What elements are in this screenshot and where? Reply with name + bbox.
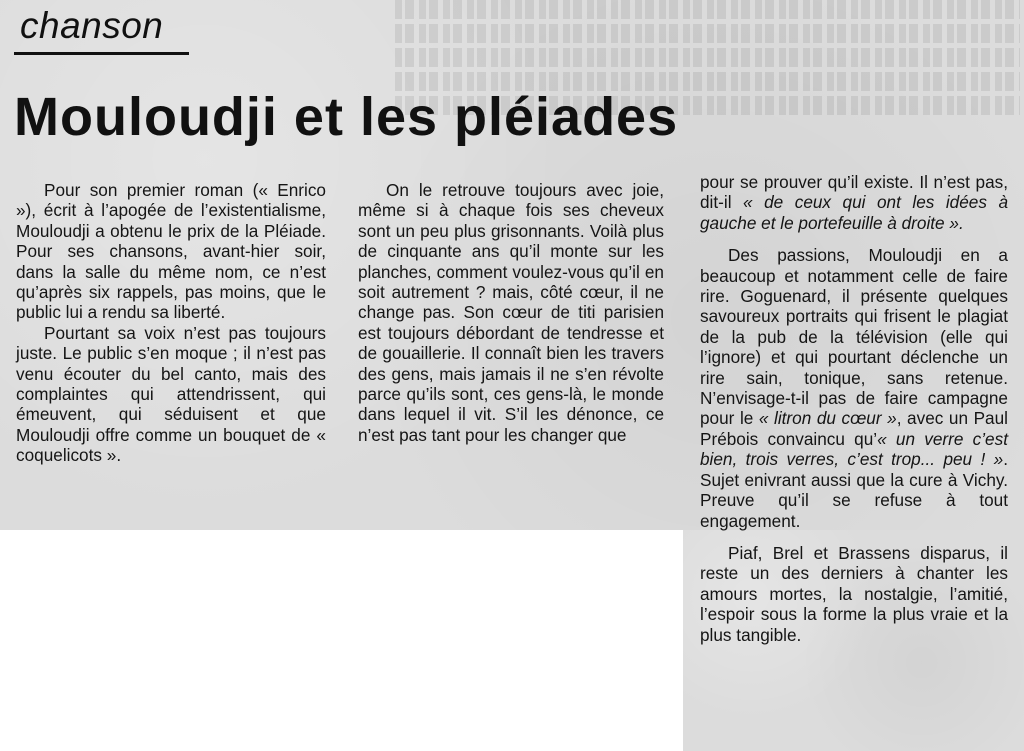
article-column-3 — [700, 172, 1008, 645]
paragraph: On le retrouve toujours avec joie, même si à chaque fois ses cheveux sont un peu plus grisonnants. Voilà plus de cinquante ans qu’il monte sur les planches, comment voulez-vous qu’il en soit autrement ? mais, côté cœur, il ne change pas. Son cœur de titi parisien est toujours débordant de tendresse et de gouaillerie. Il connaît bien les travers des gens, mais jamais il ne s’en révolte parce qu’ils sont, ces gens-là, le monde dans lequel il vit. S’il les dénonce, ce n’est pas tant pour les changer que — [358, 180, 664, 445]
paragraph: Pourtant sa voix n’est pas toujours juste. Le public s’en moque ; il n’est pas venu écouter du bel canto, mais des complaintes qui attendrissent, qui émeuvent, qui séduisent et que Mouloudji offre comme un bouquet de « coquelicots ». — [16, 322, 326, 466]
text-run: Des passions, Mouloudji en a beaucoup et notamment celle de faire rire. Goguenard, il présente quelques savoureux portraits qui frisent le plagiat de la pub de la télévision (elle qui l’ignore) et qui pourtant déclenche un rire sain, tonique, sans retenue. N’envisage-t-il pas de faire campagne pour le — [700, 245, 1008, 429]
headline: Mouloudji et les pléiades — [14, 87, 679, 147]
quote: « un verre c’est bien, trois verres, c’est trop... peu ! » — [700, 428, 1008, 470]
article-column-1 — [16, 180, 326, 466]
text-run: . Sujet enivrant aussi que la cure à Vichy. Preuve qu’il se refuse à tout engagement. — [700, 449, 1008, 531]
section-label: chanson — [20, 5, 164, 46]
paragraph — [700, 172, 1008, 233]
quote: « litron du cœur » — [758, 408, 897, 429]
text-run: pour se prouver qu’il existe. Il n’est pas, dit-il — [700, 172, 1008, 213]
paragraph: Pour son premier roman (« Enrico »), écrit à l’apogée de l’existentialisme, Mouloudji a obtenu le prix de la Pléiade. Pour ses chansons, avant-hier soir, dans la salle du même nom, ce n’est qu’après six rappels, pas moins, que le public lui a rendu sa liberté. — [16, 180, 326, 323]
paragraph: Piaf, Brel et Brassens disparus, il reste un des derniers à chanter les amours mortes, la nostalgie, l’amitié, l’espoir sous la forme la plus vraie et la plus tangible. — [700, 542, 1008, 645]
quote: « de ceux qui ont les idées à gauche et le portefeuille à droite ». — [700, 192, 1009, 233]
section-underline — [14, 52, 189, 55]
paragraph — [700, 245, 1008, 531]
article-column-2 — [358, 180, 664, 445]
text-run: , avec un Paul Prébois convaincu qu’ — [700, 408, 1008, 449]
